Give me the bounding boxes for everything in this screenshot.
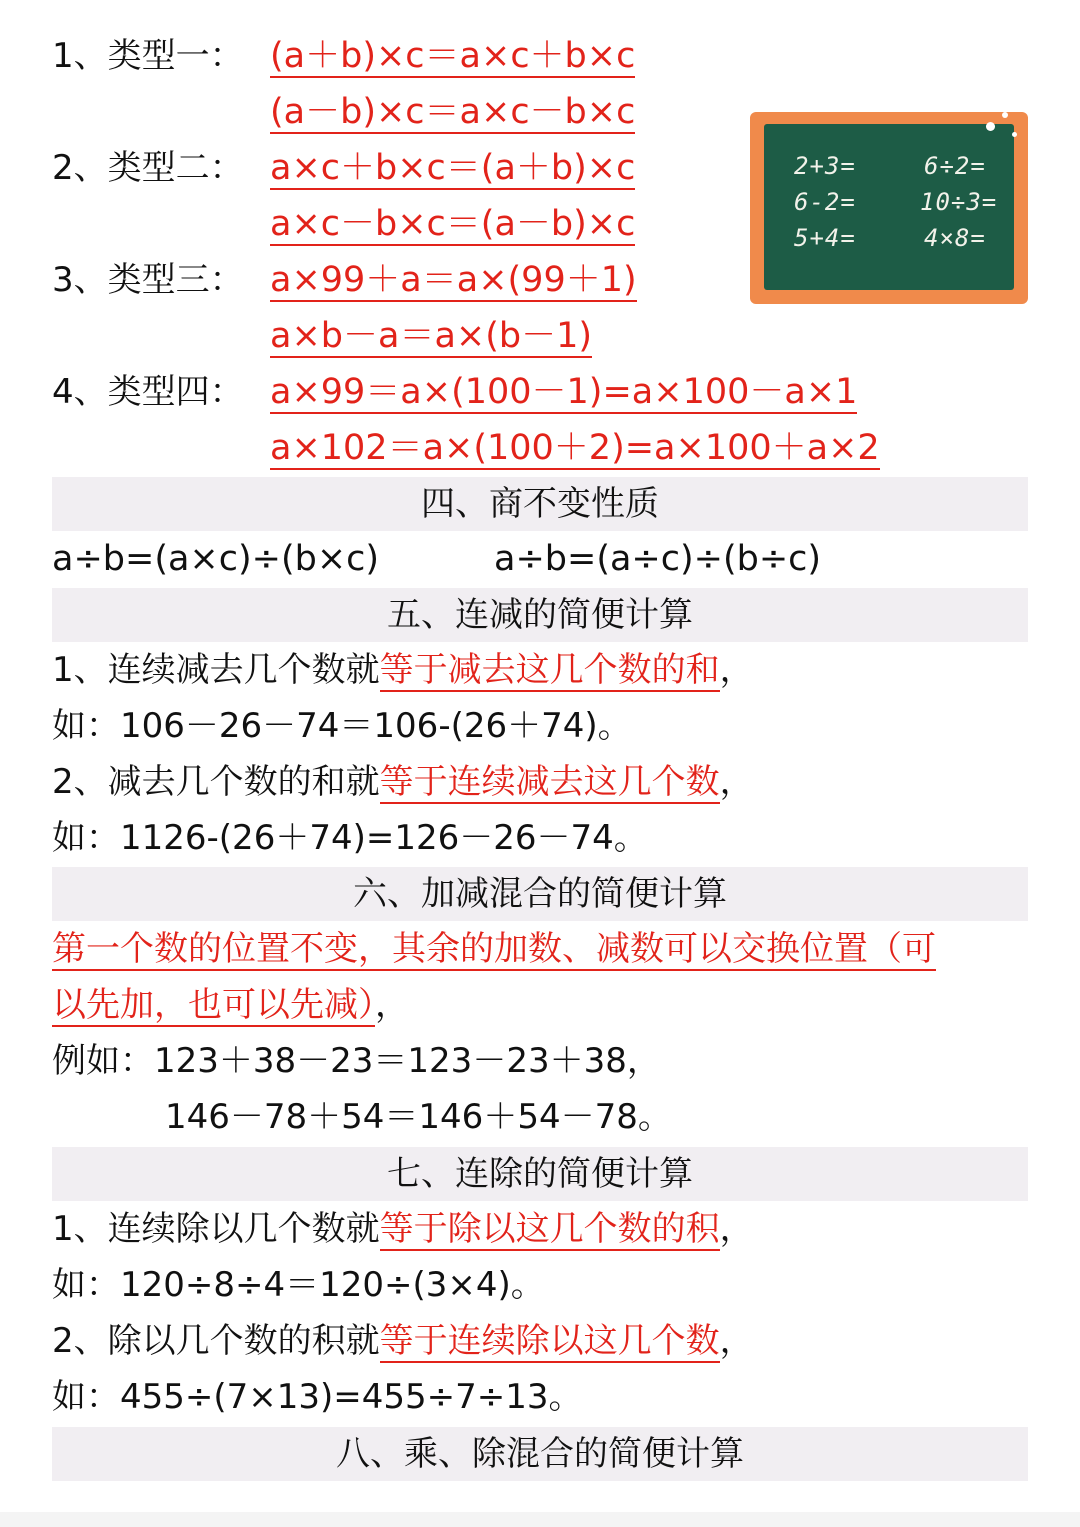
section7-rule2: 2、除以几个数的积就等于连续除以这几个数， (52, 1321, 754, 1361)
type3-formula-1: a×99＋a＝a×(99＋1) (270, 260, 637, 300)
type1-label: 1、类型一： (52, 36, 244, 76)
section6-rule-line1: 第一个数的位置不变，其余的加数、减数可以交换位置（可 (52, 929, 936, 969)
section4-formula-a: a÷b=(a×c)÷(b×c) (52, 539, 380, 579)
type4-label: 4、类型四： (52, 372, 244, 412)
section7-heading: 七、连除的简便计算 (52, 1147, 1028, 1201)
section5-rule2: 2、减去几个数的和就等于连续减去这几个数， (52, 762, 754, 802)
section4-formula-b: a÷b=(a÷c)÷(b÷c) (494, 539, 822, 579)
section7-example2: 如：455÷(7×13)=455÷7÷13。 (52, 1377, 583, 1417)
sparkle-icon (986, 122, 995, 131)
chalk-left-2: 6-2= (794, 188, 856, 216)
section5-rule1: 1、连续减去几个数就等于减去这几个数的和， (52, 650, 754, 690)
section6-rule-line2: 以先加，也可以先减）， (52, 985, 409, 1025)
sparkle-icon (1012, 132, 1017, 137)
type1-formula-1: (a＋b)×c＝a×c＋b×c (270, 36, 636, 76)
bottom-divider (0, 1512, 1080, 1527)
type4-formula-1: a×99＝a×(100－1)=a×100－a×1 (270, 372, 858, 412)
chalkboard-illustration (750, 112, 1028, 304)
section6-example1: 例如：123＋38－23＝123－23＋38， (52, 1041, 661, 1081)
chalk-left-3: 5+4= (794, 224, 856, 252)
section4-heading: 四、商不变性质 (52, 477, 1028, 531)
chalkboard-surface (764, 124, 1014, 290)
section5-heading: 五、连减的简便计算 (52, 588, 1028, 642)
section6-example2: 146－78＋54＝146＋54－78。 (165, 1097, 672, 1137)
chalk-right-3: 4×8= (924, 224, 986, 252)
section6-heading: 六、加减混合的简便计算 (52, 867, 1028, 921)
type3-label: 3、类型三： (52, 260, 244, 300)
chalk-right-2: 10÷3= (920, 188, 998, 216)
section7-example1: 如：120÷8÷4＝120÷(3×4)。 (52, 1265, 545, 1305)
sparkle-icon (1002, 112, 1008, 118)
type1-formula-2: (a－b)×c＝a×c－b×c (270, 92, 636, 132)
section7-rule1: 1、连续除以几个数就等于除以这几个数的积， (52, 1209, 754, 1249)
type4-formula-2: a×102＝a×(100＋2)=a×100＋a×2 (270, 428, 880, 468)
type3-formula-2: a×b－a＝a×(b－1) (270, 316, 593, 356)
section5-example1: 如：106－26－74＝106-(26＋74)。 (52, 706, 632, 746)
type2-label: 2、类型二： (52, 148, 244, 188)
type2-formula-1: a×c＋b×c＝(a＋b)×c (270, 148, 636, 188)
chalk-left-1: 2+3= (794, 152, 856, 180)
type2-formula-2: a×c－b×c＝(a－b)×c (270, 204, 636, 244)
section8-heading: 八、乘、除混合的简便计算 (52, 1427, 1028, 1481)
section5-example2: 如：1126-(26＋74)=126－26－74。 (52, 818, 648, 858)
chalk-right-1: 6÷2= (924, 152, 986, 180)
